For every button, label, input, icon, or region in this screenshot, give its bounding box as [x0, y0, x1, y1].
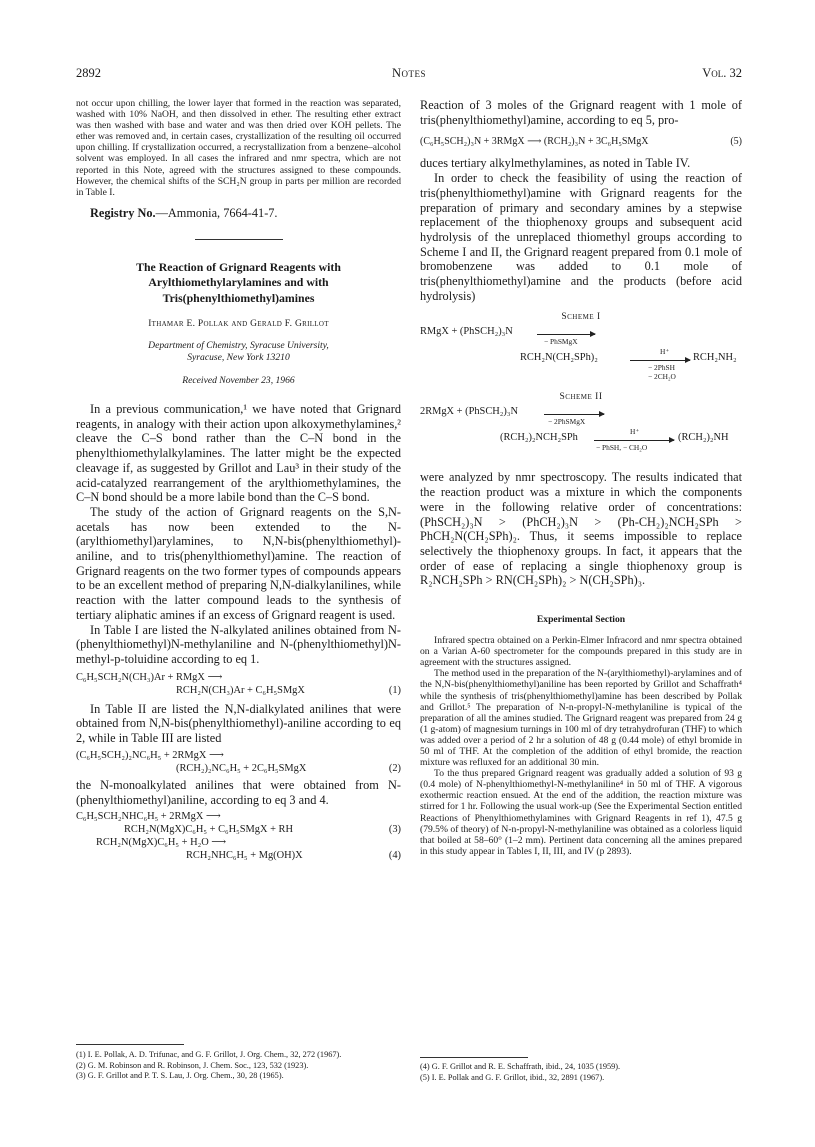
scheme-1-arrow-1-label: − PhSMgX [544, 337, 578, 347]
running-header [76, 66, 742, 82]
scheme-1-arrow-2 [630, 360, 690, 361]
right-column [420, 98, 742, 857]
scheme-1-reactants: RMgX + (PhSCH₂)₃N [420, 326, 513, 338]
scheme-2 [420, 402, 742, 468]
scheme-1-title: Scheme I [561, 312, 601, 323]
equation-3-line-2 [76, 823, 401, 836]
scheme-2-title: Scheme II [559, 392, 603, 403]
equation-4-line-1: RCH₂N(MgX)C₆H₅ + H₂O ⟶ [96, 837, 227, 849]
equation-1-number: (1) [388, 684, 401, 696]
scheme-1-product: RCH₂NH₂ [693, 352, 737, 364]
footnote-5: (5) I. E. Pollak and G. F. Grillot, ibid., 32, 2891 (1967). [420, 1072, 605, 1082]
equation-1-rhs: RCH₂N(CH₃)Ar + C₆H₅SMgX [176, 684, 305, 696]
footnote-rule-right [420, 1057, 528, 1058]
equation-1-line-2 [76, 684, 401, 697]
footnote-2: (2) G. M. Robinson and R. Robinson, J. Chem. Soc., 123, 532 (1923). [76, 1060, 309, 1070]
scheme-1-arrow-1 [537, 334, 595, 335]
received-date: Received November 23, 1966 [182, 375, 295, 387]
right-paragraph-2: duces tertiary alkylmethylamines, as noted in Table IV. [420, 156, 691, 171]
scheme-1-acid-label: H⁺ [660, 347, 670, 357]
title-line-1: The Reaction of Grignard Reagents with [136, 259, 341, 274]
registry-text: —Ammonia, 7664-41-7. [155, 205, 278, 220]
affiliation-line-2: Syracuse, New York 13210 [187, 351, 290, 363]
scheme-2-arrow-1 [544, 414, 604, 415]
left-column [76, 98, 401, 862]
equation-2-number: (2) [388, 762, 401, 774]
previous-article-paragraph: not occur upon chilling, the lower layer that formed in the reaction was separated, washed with 10% NaOH, and then dissolved in ether. The resulting ether extract was then washed with base and water and was then dried over KOH pellets. The ether was removed and, in certain cases, crystallization of the resulting oil occurred upon chilling. If crystallization occurred, a recrystallization from a benzene–alcohol solvent was employed. In all cases the infrared and nmr spectra, which are not reported in this Note, agreed with the structures assigned to these compounds. However, the chemical shifts of the SCH₂N group in parts per million are recorded in Table I. [76, 98, 401, 198]
body-paragraph-4: In Table II are listed the N,N-dialkylated anilines that were obtained from N,N-bis(phenylthiomethyl)-aniline according to eq 2, while in Table III are listed [76, 701, 401, 746]
footnote-3: (3) G. F. Grillot and P. T. S. Lau, J. Org. Chem., 30, 28 (1965). [76, 1071, 284, 1080]
right-paragraph-3: In order to check the feasibility of using the reaction of tris(phenylthiomethyl)amine with Grignard reagents for the preparation of primary and secondary amines by a stepwise replacement of the thiophenoxy groups and subsequent acid hydrolysis of the unreplaced thiomethyl groups according to Scheme I and II, the Grignard reagent prepared from 0.1 mole of bromobenzene was added to 0.1 mole of tris(phenylthiomethyl)amine and the products (before acid hydrolysis) [420, 171, 742, 303]
right-paragraph-1: Reaction of 3 moles of the Grignard reagent with 1 mole of tris(phenylthiomethyl)amine, according to eq 5, pro- [420, 98, 742, 127]
footnote-rule-left [76, 1044, 184, 1045]
footnote-4: (4) G. F. Grillot and R. E. Schaffrath, ibid., 24, 1035 (1959). [420, 1062, 621, 1071]
scheme-2-acid-label: H⁺ [630, 427, 640, 437]
scheme-2-intermediate: (RCH₂)₂NCH₂SPh [500, 432, 578, 444]
equation-3-rhs: RCH₂N(MgX)C₆H₅ + C₆H₅SMgX + RH [124, 824, 293, 836]
equation-1-line-1: C₆H₅SCH₂N(CH₃)Ar + RMgX ⟶ [76, 671, 223, 683]
footnotes-right [420, 1062, 742, 1083]
scheme-1-loss-2: − 2CH₂O [648, 372, 676, 382]
equation-1 [76, 671, 401, 697]
equation-2-line-1: (C₆H₅SCH₂)₂NC₆H₅ + 2RMgX ⟶ [76, 749, 224, 761]
title-line-2: Arylthiomethylarylamines and with [148, 275, 329, 290]
equation-3-number: (3) [388, 824, 401, 836]
registry-label: Registry No. [90, 205, 156, 220]
volume-label: Vol. 32 [702, 66, 742, 80]
scheme-1 [420, 322, 742, 392]
body-paragraph-2: The study of the action of Grignard reagents on the S,N-acetals has now been extended to the N-(arylthiomethyl)arylamines, to N,N-bis(phenylthiomethyl)-aniline, and to tris(phenylthiomethyl)amine. The reaction of Grignard reagents on the two former types of compounds appears to be an excellent method of preparing N,N-dialkylanilines, while reaction with the latter compound leads to the synthesis of tertiary aliphatic amines if an excess of Grignard reagent is used. [76, 504, 401, 622]
equation-4-line-2 [76, 849, 401, 862]
scheme-2-product: (RCH₂)₂NH [678, 432, 729, 444]
section-name: Notes [391, 66, 427, 80]
equation-4-number: (4) [388, 850, 401, 862]
scheme-1-intermediate: RCH₂N(CH₂SPh)₂ [520, 352, 598, 364]
experimental-paragraph-1: Infrared spectra obtained on a Perkin-Elmer Infracord and nmr spectra obtained on a Varian A-60 spectrometer for the compounds prepared in this study are in agreement with the structures assigned. [420, 635, 742, 669]
equation-2-line-2 [76, 762, 401, 775]
affiliation [76, 340, 401, 363]
divider [195, 239, 283, 240]
footnotes-left [76, 1050, 401, 1082]
experimental-paragraph-3: To the thus prepared Grignard reagent was gradually added a solution of 93 g (0.4 mole) of N-phenylthiomethyl-N-methylaniline⁴ in 50 ml of THF. A vigorous exothermic reaction ensued. At the end of the addition, the reaction mixture was stirred for 1 hr. Following the usual work-up (See the Experimental Section entitled Reactions of Phenylthiomethylamines with Grignard Reagents in ref 1), 47.5 g (79.5% of theory) of N-n-propyl-N-methylaniline was obtained as a colorless liquid that boiled at 58–60° (1–2 mm). Pertinent data concerning all the amines prepared in this study appear in Tables I, II, III, and IV (p 2893). [420, 768, 742, 857]
scheme-2-loss: − PhSH, − CH₂O [596, 443, 648, 453]
body-paragraph-5: the N-monoalkylated anilines that were obtained from N-(phenylthiomethyl)aniline, according to eq 3 and 4. [76, 777, 401, 807]
scheme-2-arrow-2 [594, 440, 674, 441]
article-title [76, 260, 401, 307]
scheme-2-arrow-1-label: − 2PhSMgX [548, 417, 586, 427]
experimental-heading: Experimental Section [536, 614, 626, 626]
equation-2 [76, 749, 401, 775]
scheme-1-loss-1: − 2PhSH [648, 363, 675, 373]
right-paragraph-4: were analyzed by nmr spectroscopy. The results indicated that the reaction product was a mixture in which the components were in the following relative order of concentrations: (PhSCH₂)₃N > (PhCH₂)₃N > (Ph-CH₂)₂NCH₂SPh > PhCH₂N(CH₂SPh)₂. Thus, it seems impossible to replace selectively the thiophenoxy groups. In fact, it appears that the order of ease of replacing a single thiophenoxy group is R₂NCH₂SPh > RN(CH₂SPh)₂ > N(CH₂SPh)₃. [420, 470, 742, 588]
body-paragraph-3: In Table I are listed the N-alkylated anilines obtained from N-(phenylthiomethyl)N-methylaniline and N-(phenylthiomethyl)N-methyl-p-toluidine according to eq 1. [76, 622, 401, 666]
equation-3 [76, 810, 401, 836]
scheme-2-reactants: 2RMgX + (PhSCH₂)₃N [420, 406, 518, 418]
registry-line [76, 206, 401, 221]
authors: Ithamar E. Pollak and Gerald F. Grillot [148, 319, 329, 330]
equation-3-line-1: C₆H₅SCH₂NHC₆H₅ + 2RMgX ⟶ [76, 811, 221, 823]
body-paragraph-1: In a previous communication,¹ we have noted that Grignard reagents, in analogy with their action upon alkoxymethylamines,² cleave the C–S bond rather than the C–N bond in the phenylthiomethylalkylamines. The latter might be the expected cleavage if, as suggested by Grillot and Lau³ in their study of the acid-catalyzed rearrangement of the arylthiomethylamines, the C–N bond should be a more labile bond than the C–S bond. [76, 402, 401, 505]
equation-5 [420, 135, 742, 148]
experimental-paragraph-2: The method used in the preparation of the N-(arylthiomethyl)-arylamines and of the N,N-bis(phenylthiomethyl)aniline has been reported by Grillot and Schaffrath⁴ while the synthesis of tris(phenylthiomethyl)amine has been described by Pollak and Grillot.⁵ The preparation of N-n-propyl-N-methylaniline is typical of the preparation of all the amines studied. The Grignard reagent was prepared from 24 g (1 g-atom) of magnesium turnings in 100 ml of dry tetrahydrofuran (THF) to which was added over a period of 2 hr a solution of 48 g (0.44 mole) of ethyl bromide in 50 ml of THF. At the completion of the addition of ethyl bromide, the reaction mixture was refluxed for an additional 30 min. [420, 668, 742, 769]
page-number: 2892 [76, 66, 101, 80]
footnote-1: (1) I. E. Pollak, A. D. Trifunac, and G. F. Grillot, J. Org. Chem., 32, 272 (1967). [76, 1050, 342, 1059]
equation-2-rhs: (RCH₂)₂NC₆H₅ + 2C₆H₅SMgX [176, 762, 307, 774]
equation-4-rhs: RCH₂NHC₆H₅ + Mg(OH)X [186, 850, 303, 862]
title-line-3: Tris(phenylthiomethyl)amines [162, 290, 315, 305]
equation-5-number: (5) [730, 136, 742, 148]
equation-4 [76, 836, 401, 862]
equation-5-body: (C₆H₅SCH₂)₃N + 3RMgX ⟶ (RCH₂)₃N + 3C₆H₅SMgX [420, 136, 649, 148]
affiliation-line-1: Department of Chemistry, Syracuse University, [148, 340, 329, 352]
